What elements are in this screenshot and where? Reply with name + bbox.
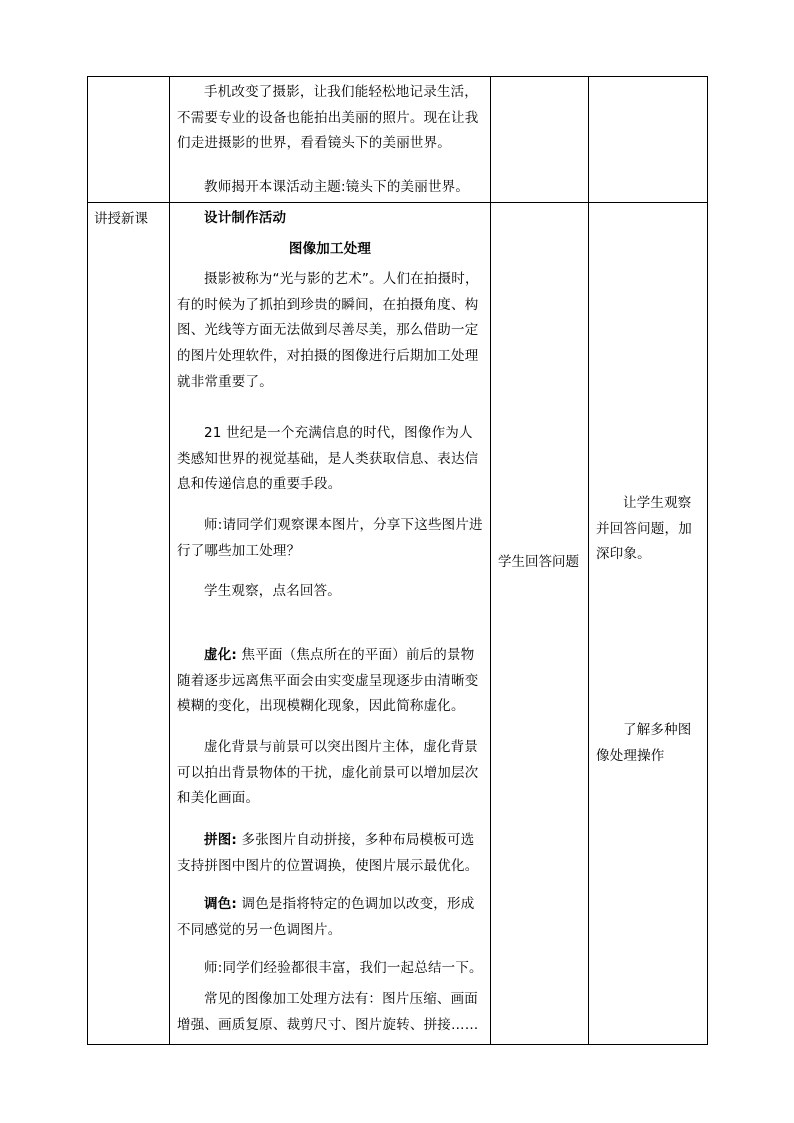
student-observe-paragraph: 学生观察，点名回答。 [204,583,341,599]
stage-label: 讲授新课 [94,211,148,227]
blur-label: 虚化: [204,647,237,663]
summary-intro-paragraph: 师:同学们经验都很丰富，我们一起总结一下。 [204,960,483,976]
methods-paragraph: 常见的图像加工处理方法有：图片压缩、画面增强、画质复原、裁剪尺寸、图片旋转、拼接…… [177,991,479,1033]
puzzle-label: 拼图: [204,832,237,848]
section-title: 图像加工处理 [288,241,372,257]
student-activity: 学生回答问题 [498,554,579,570]
topic-reveal-paragraph: 教师揭开本课活动主题:镜头下的美丽世界。 [204,179,470,195]
design-activity-title: 设计制作活动 [204,210,287,226]
puzzle-paragraph [177,828,483,879]
lesson-plan-table [87,76,708,1045]
design-intent-observe: 让学生观察并回答问题，加深印象。 [596,495,692,563]
column-divider [490,77,491,1044]
century-paragraph: 21 世纪是一个充满信息的时代，图像作为人类感知世界的视觉基础，是人类获取信息、表达信息和传递信息的重要手段。 [177,425,479,493]
color-label: 调色: [204,896,237,912]
photography-paragraph: 摄影被称为“光与影的艺术”。人们在拍摄时，有的时候为了抓拍到珍贵的瞬间，在拍摄角度、构图、光线等方面无法做到尽善尽美，那么借助一定的图片处理软件，对拍摄的图像进行后期加工处理就非常重要了。 [177,271,479,390]
blur-usage-paragraph: 虚化背景与前景可以突出图片主体，虚化背景可以拍出背景物体的干扰，虚化前景可以增加层次和美化画面。 [177,739,479,807]
design-intent-operations: 了解多种图像处理操作 [596,722,692,764]
puzzle-text: 多张图片自动拼接，多种布局模板可选支持拼图中图片的位置调换，使图片展示最优化。 [177,832,479,874]
teacher-question-paragraph: 师:请同学们观察课本图片，分享下这些图片进行了哪些加工处理？ [177,517,483,559]
color-paragraph [177,892,483,943]
intro-paragraph: 手机改变了摄影，让我们能轻松地记录生活，不需要专业的设备也能拍出美丽的照片。现在让我们走进摄影的世界，看看镜头下的美丽世界。 [177,84,479,152]
column-divider [588,77,589,1044]
column-divider [169,77,170,1044]
color-text: 调色是指将特定的色调加以改变，形成不同感觉的另一色调图片。 [177,896,475,938]
blur-text: 焦平面（焦点所在的平面）前后的景物随着逐步远离焦平面会由实变虚呈现逐步由清晰变模糊的变化，出现模糊化现象，因此简称虚化。 [177,647,479,715]
blur-paragraph [177,643,483,720]
row-divider [88,202,707,203]
